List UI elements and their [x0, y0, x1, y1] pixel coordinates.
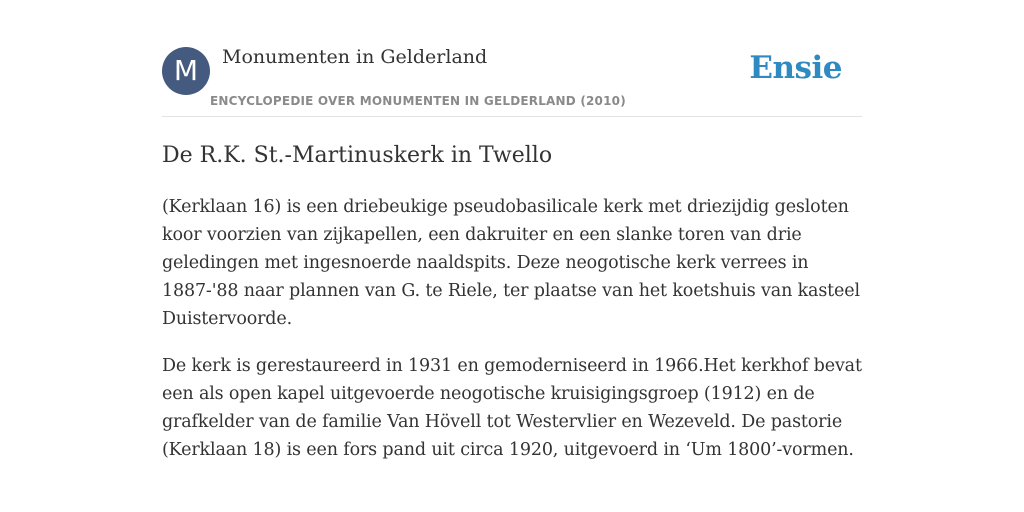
source-title-link[interactable]: Monumenten in Gelderland: [222, 46, 488, 68]
source-subtitle: ENCYCLOPEDIE OVER MONUMENTEN IN GELDERLAND (2010): [210, 94, 626, 108]
source-avatar[interactable]: M: [162, 47, 210, 95]
entry-paragraph-2: De kerk is gerestaureerd in 1931 en gemoderniseerd in 1966.Het kerkhof bevat een als open kapel uitgevoerde neogotische kruisigingsgroep (1912) en de grafkelder van de familie Van Hövell tot Westervlier en Wezeveld. De pastorie (Kerklaan 18) is een fors pand uit circa 1920, uitgevoerd in ‘Um 1800’-vormen.: [162, 356, 862, 460]
entry-title: De R.K. St.-Martinuskerk in Twello: [162, 143, 553, 168]
source-header: [162, 44, 862, 117]
entry-paragraph-1: (Kerklaan 16) is een driebeukige pseudobasilicale kerk met driezijdig gesloten koor voorzien van zijkapellen, een dakruiter en een slanke toren van drie geledingen met ingesnoerde naaldspits. Deze neogotische kerk verrees in 1887-'88 naar plannen van G. te Riele, ter plaatse van het koetshuis van kasteel Duistervoorde.: [162, 197, 860, 329]
ensie-logo[interactable]: Ensie: [749, 50, 842, 86]
entry-card: [162, 44, 862, 464]
